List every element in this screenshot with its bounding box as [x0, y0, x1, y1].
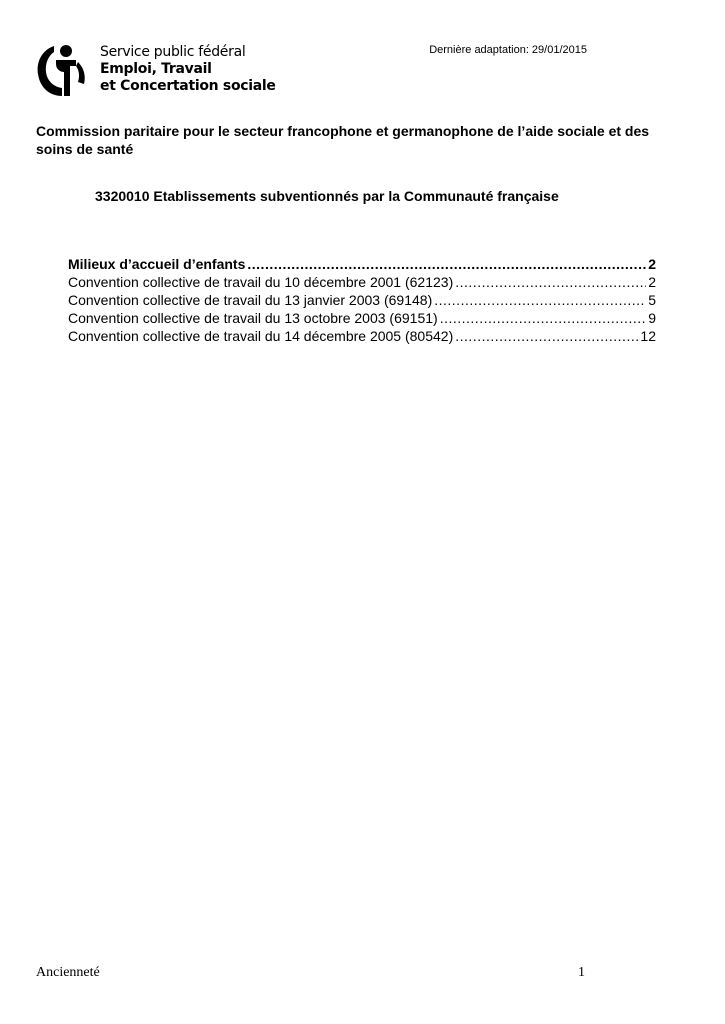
logo-line-2: Emploi, Travail [100, 61, 212, 77]
toc-leader-dots [455, 273, 646, 291]
toc-entry-title: Convention collective de travail du 10 décembre 2001 (62123) [68, 274, 454, 290]
commission-title: Commission paritaire pour le secteur francophone et germanophone de l’aide sociale et des soins de santé [36, 123, 650, 157]
toc-entry-milieux[interactable] [68, 255, 656, 273]
toc-entry-cct-69151[interactable] [68, 309, 656, 327]
toc-entry-cct-80542[interactable] [68, 327, 656, 345]
logo-wordmark [100, 44, 276, 95]
last-update-date: Dernière adaptation: 29/01/2015 [429, 44, 587, 56]
table-of-contents [68, 255, 656, 345]
toc-entry-page: 9 [648, 310, 656, 326]
logo-line-1: Service public fédéral [100, 44, 246, 60]
spf-logo [36, 42, 276, 98]
logo-line-3: et Concertation sociale [100, 78, 276, 94]
toc-entry-page: 12 [640, 328, 656, 344]
toc-leader-dots [455, 327, 638, 345]
toc-entry-page: 5 [648, 292, 656, 308]
toc-entry-title: Convention collective de travail du 14 décembre 2005 (80542) [68, 328, 454, 344]
toc-entry-title: Convention collective de travail du 13 janvier 2003 (69148) [68, 292, 433, 308]
sector-title: 3320010 Etablissements subventionnés par la Communauté française [95, 188, 559, 204]
toc-entry-cct-62123[interactable] [68, 273, 656, 291]
toc-entry-cct-69148[interactable] [68, 291, 656, 309]
toc-leader-dots [440, 309, 647, 327]
toc-entry-page: 2 [648, 274, 656, 290]
footer-page-number: 1 [578, 965, 585, 980]
toc-entry-title: Milieux d’accueil d’enfants [68, 256, 246, 272]
spf-logo-icon [36, 42, 88, 98]
toc-entry-title: Convention collective de travail du 13 octobre 2003 (69151) [68, 310, 438, 326]
toc-entry-page: 2 [648, 256, 656, 272]
toc-leader-dots [247, 255, 646, 273]
footer-label: Ancienneté [36, 965, 100, 980]
toc-leader-dots [434, 291, 646, 309]
